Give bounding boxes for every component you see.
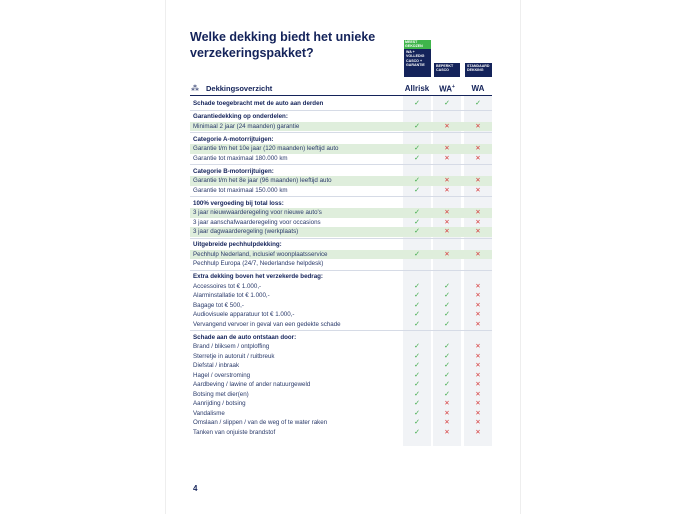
section-heading: Categorie B-motorrijtuigen: [193,167,274,175]
column-badge-1 [434,63,460,77]
check-icon: ✓ [444,352,450,360]
row-label: Garantie tot maximaal 180.000 km [193,154,288,162]
row-label: 3 jaar aanschafwaarderegeling voor occasions [193,218,321,226]
section-heading: Schade aan de auto ontstaan door: [193,333,297,341]
row-label: Sterretje in autoruit / ruitbreuk [193,352,275,360]
check-icon: ✓ [414,419,420,426]
table-row [190,122,492,132]
table-row [190,380,492,390]
check-icon: ✓ [414,381,420,388]
check-icon: ✓ [414,301,420,309]
cross-icon: ✕ [444,428,450,436]
row-label: Botsing met dier(en) [193,390,249,398]
table-row [190,352,492,362]
row-label: Garantie t/m het 8e jaar (96 maanden) leeftijd auto [193,177,332,184]
row-label: Accessoires tot € 1.000,- [193,282,262,290]
cross-icon: ✕ [475,282,481,290]
cross-icon: ✕ [444,250,450,258]
column-badge-2 [465,63,492,77]
check-icon: ✓ [444,381,450,388]
section-heading-row [190,272,492,282]
section-heading: Uitgebreide pechhulpdekking: [193,241,282,248]
cross-icon: ✕ [475,301,481,309]
section-heading-row [190,199,492,209]
section-heading: 100% vergoeding bij total loss: [193,199,284,207]
most-chosen-tag: MEEST GEKOZEN [404,40,431,49]
section-heading: Categorie A-motorrijtuigen: [193,135,274,143]
table-row [190,342,492,352]
table-row [190,409,492,419]
row-label: Audiovisuele apparatuur tot € 1.000,- [193,311,295,318]
column-badge-text: WA + VOLLEDIG CASCO + GARANTIE [406,49,425,68]
column-header-label: WA [439,84,452,94]
check-icon: ✓ [414,409,420,417]
table-row [190,390,492,400]
row-label: Aanrijding / botsing [193,400,246,407]
section-divider [190,164,492,165]
column-header-1 [433,84,461,94]
table-row [190,208,492,218]
row-label: Garantie t/m het 10e jaar (120 maanden) leeftijd auto [193,145,339,152]
row-label: Diefstal / inbraak [193,362,240,369]
check-icon: ✓ [414,228,420,235]
check-icon: ✓ [414,145,420,152]
column-badge-text: BEPERKT CASCO [436,64,454,73]
table-row [190,186,492,196]
section-divider [190,270,492,271]
table-row [190,361,492,371]
check-icon: ✓ [444,390,450,398]
cross-icon: ✕ [475,218,481,226]
row-label: Alarminstallatie tot € 1.000,- [193,292,270,299]
cross-icon: ✕ [475,154,481,162]
check-icon: ✓ [475,100,481,107]
section-divider [190,132,492,133]
check-icon: ✓ [414,186,420,194]
column-badge-text: STANDAARD DEKKING [467,64,490,73]
check-icon: ✓ [414,362,420,369]
row-label: Vervangend vervoer in geval van een gedekte schade [193,320,341,328]
check-icon: ✓ [414,177,420,184]
row-label: 3 jaar nieuwwaarderegeling voor nieuwe auto's [193,209,322,216]
cross-icon: ✕ [475,343,481,350]
row-label: Tanken van onjuiste brandstof [193,428,276,436]
table-row [190,227,492,237]
cross-icon: ✕ [475,209,481,216]
column-header-0 [403,84,431,93]
table-row [190,291,492,301]
cross-icon: ✕ [444,186,450,194]
cross-icon: ✕ [475,400,481,407]
cross-icon: ✕ [475,228,481,235]
table-row [190,282,492,292]
column-header-label: Allrisk [404,84,430,93]
row-label: Aardbeving / lawine of ander natuurgeweld [193,381,311,388]
check-icon: ✓ [414,209,420,216]
section-divider [190,196,492,197]
table-row [190,310,492,320]
table-row [190,176,492,186]
cross-icon: ✕ [475,311,481,318]
check-icon: ✓ [414,154,420,162]
check-icon: ✓ [414,428,420,436]
column-badge-0 [404,40,431,77]
check-icon: ✓ [444,362,450,369]
section-divider [190,238,492,239]
row-label: Garantie tot maximaal 150.000 km [193,186,288,194]
cross-icon: ✕ [475,390,481,398]
cross-icon: ✕ [444,419,450,426]
table-row [190,218,492,228]
page-number: 4 [193,484,198,493]
row-label: Minimaal 2 jaar (24 maanden) garantie [193,122,300,130]
cross-icon: ✕ [444,177,450,184]
table-row [190,371,492,381]
check-icon: ✓ [444,371,450,379]
cross-icon: ✕ [475,320,481,328]
section-heading-row [190,99,492,109]
row-label: Pechhulp Europa (24/7, Nederlandse helpdesk) [193,260,324,267]
check-icon: ✓ [414,371,420,379]
section-divider [190,330,492,331]
table-row [190,320,492,330]
row-label: Omslaan / slippen / van de weg of te water raken [193,419,328,426]
row-label: Vandalisme [193,409,225,417]
table-row [190,259,492,269]
cross-icon: ✕ [444,154,450,162]
check-icon: ✓ [444,292,450,299]
section-heading-row [190,112,492,122]
check-icon: ✓ [414,122,420,130]
check-icon: ✓ [444,100,450,107]
table-row [190,428,492,438]
check-icon: ✓ [414,250,420,258]
check-icon: ✓ [444,301,450,309]
table-row [190,301,492,311]
table-row [190,250,492,260]
check-icon: ✓ [444,311,450,318]
section-heading-row [190,333,492,343]
cross-icon: ✕ [444,228,450,235]
row-label: Pechhulp Nederland, inclusief woonplaatsservice [193,250,328,258]
row-label: 3 jaar dagwaarderegeling (werkplaats) [193,228,299,235]
cross-icon: ✕ [475,419,481,426]
cross-icon: ✕ [475,352,481,360]
check-icon: ✓ [414,311,420,318]
table-row [190,418,492,428]
check-icon: ✓ [414,352,420,360]
cross-icon: ✕ [475,362,481,369]
page-title: Welke dekking biedt het unieke verzekeringspakket? [190,30,376,60]
cross-icon: ✕ [444,218,450,226]
cross-icon: ✕ [475,145,481,152]
column-header-2 [464,84,492,93]
cross-icon: ✕ [475,428,481,436]
column-header-sup: + [451,84,455,90]
check-icon: ✓ [444,282,450,290]
check-icon: ✓ [414,400,420,407]
section-divider [190,110,492,111]
cross-icon: ✕ [444,122,450,130]
cross-icon: ✕ [475,292,481,299]
check-icon: ✓ [444,343,450,350]
cross-icon: ✕ [444,400,450,407]
check-icon: ✓ [414,218,420,226]
section-heading-row [190,167,492,177]
table-row [190,144,492,154]
section-heading-row [190,240,492,250]
cross-icon: ✕ [475,122,481,130]
check-icon: ✓ [414,282,420,290]
cross-icon: ✕ [444,209,450,216]
cross-icon: ✕ [475,409,481,417]
overview-label: Dekkingsoverzicht [206,84,273,93]
check-icon: ✓ [414,100,420,107]
section-heading-row [190,135,492,145]
section-heading: Extra dekking boven het verzekerde bedrag: [193,273,323,280]
section-heading: Garantiedekking op onderdelen: [193,113,288,120]
row-label: Bagage tot € 500,- [193,301,244,309]
cross-icon: ✕ [444,145,450,152]
row-label: Brand / bliksem / ontploffing [193,343,270,350]
table-row [190,154,492,164]
row-label: Hagel / overstroming [193,371,251,379]
check-icon: ✓ [414,292,420,299]
check-icon: ✓ [414,390,420,398]
section-heading: Schade toegebracht met de auto aan derden [193,100,324,107]
check-icon: ✓ [414,343,420,350]
table-row [190,399,492,409]
cross-icon: ✕ [475,381,481,388]
column-header-label: WA [471,84,485,93]
cross-icon: ✕ [475,250,481,258]
overview-icon: ⁂ [191,84,199,93]
check-icon: ✓ [444,320,450,328]
cross-icon: ✕ [475,177,481,184]
cross-icon: ✕ [475,371,481,379]
cross-icon: ✕ [475,186,481,194]
check-icon: ✓ [414,320,420,328]
cross-icon: ✕ [444,409,450,417]
